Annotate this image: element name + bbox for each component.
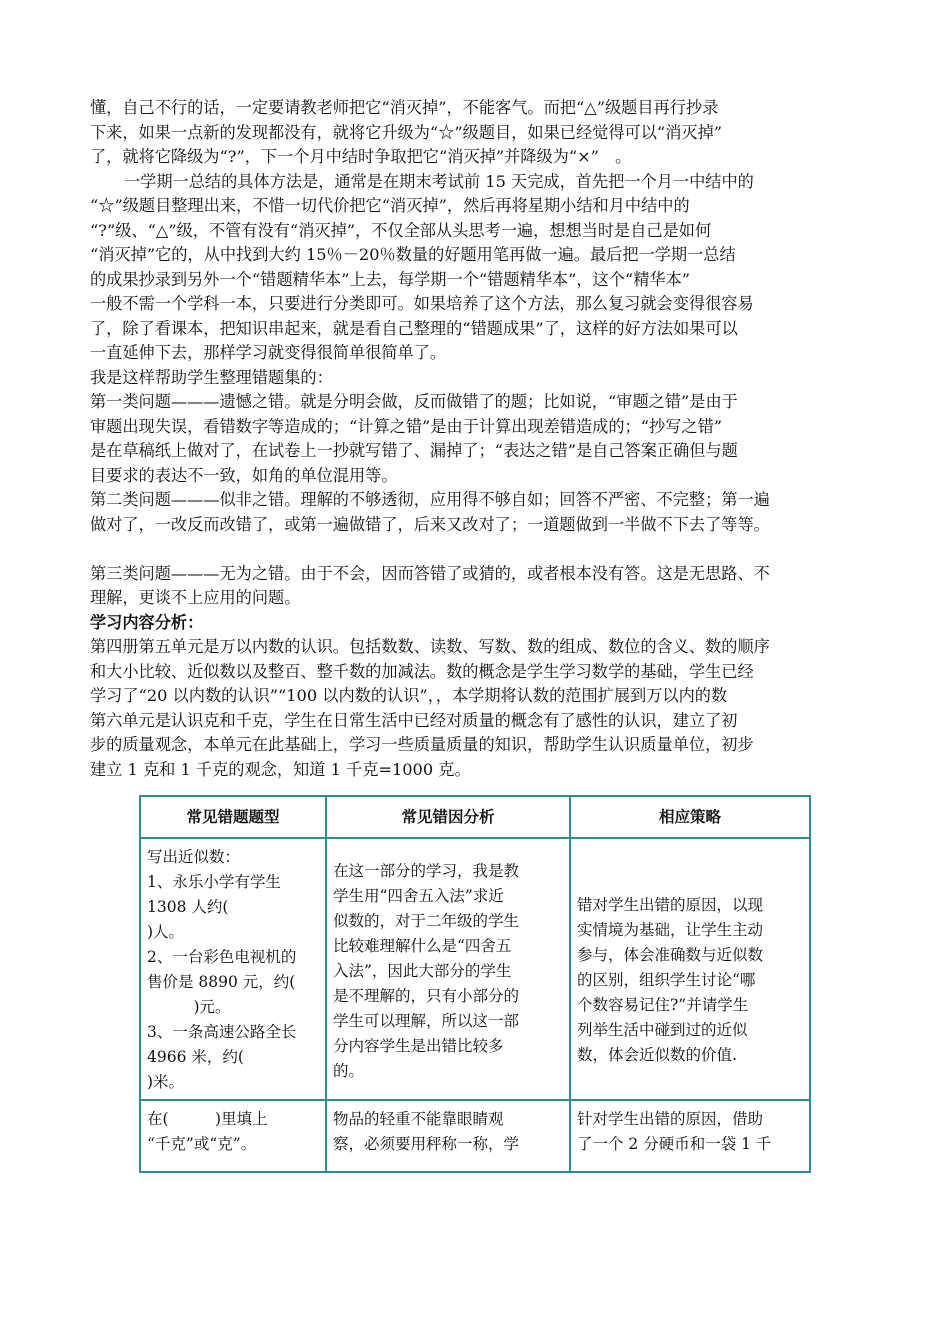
cell-error-type — [140, 1100, 326, 1172]
cell-text: 3、一条高速公路全长 — [147, 1023, 297, 1041]
cell-text: 比较难理解什么是“四舍五 — [333, 937, 512, 955]
header-error-type: 常见错题题型 — [140, 796, 326, 838]
cell-text: 察，必须要用秤称一称，学 — [333, 1135, 520, 1153]
cell-text: 是不理解的，只有小部分的 — [333, 987, 520, 1005]
paragraph-line: 了，就将它降级为“?”，下一个月中结时争取把它“消灭掉”并降级为“×” 。 — [90, 147, 632, 166]
paragraph-line: 懂，自己不行的话，一定要请教老师把它“消灭掉”，不能客气。而把“△”级题目再行抄录 — [90, 98, 719, 117]
table-row — [140, 1100, 810, 1172]
paragraph-line: 第一类问题———遗憾之错。就是分明会做，反而做错了的题；比如说，“审题之错”是由于 — [90, 392, 738, 411]
paragraph-line: 建立 1 克和 1 千克的观念，知道 1 千克=1000 克。 — [90, 759, 471, 779]
cell-text: 物品的轻重不能靠眼睛观 — [333, 1110, 504, 1128]
paragraph-line: 步的质量观念，本单元在此基础上，学习一些质量质量的知识，帮助学生认识质量单位，初步 — [90, 735, 754, 754]
table-header-row — [140, 796, 810, 838]
cell-text: 在这一部分的学习，我是教 — [333, 862, 520, 880]
cell-text: 入法”，因此大部分的学生 — [333, 962, 512, 980]
paragraph-line: 的成果抄录到另外一个“错题精华本”上去，每学期一个“错题精华本”，这个“精华本” — [90, 269, 691, 289]
paragraph-line: “?”级、“△”级，不管有没有“消灭掉”，不仅全部从头思考一遍，想想当时是自己是如何 — [90, 220, 712, 240]
cell-text: 针对学生出错的原因，借助 — [577, 1110, 764, 1128]
paragraph-line: 我是这样帮助学生整理错题集的： — [90, 367, 333, 387]
paragraph-line: 理解，更谈不上应用的问题。 — [90, 588, 301, 607]
cell-text: 写出近似数： — [147, 848, 241, 866]
paragraph-line: 一学期一总结的具体方法是，通常是在期末考试前 15 天完成，首先把一个月一中结中的 — [124, 171, 754, 191]
cell-text: 似数的，对于二年级的学生 — [333, 912, 520, 930]
cell-cause-analysis — [326, 1100, 570, 1172]
cell-text: 1、永乐小学有学生 — [147, 873, 281, 891]
table-row — [140, 838, 810, 1100]
paragraph-line: 了，除了看课本，把知识串起来，就是看自己整理的“错题成果”了，这样的好方法如果可以 — [90, 318, 738, 338]
section-heading: 学习内容分析： — [90, 612, 204, 632]
cell-text: 了一个 2 分硬币和一袋 1 千 — [577, 1135, 772, 1153]
paragraph-line: 第四册第五单元是万以内数的认识。包括数数、读数、写数、数的组成、数位的含义、数的顺序 — [90, 637, 770, 656]
cell-error-type — [140, 838, 326, 1100]
blank-line — [90, 537, 860, 562]
cell-text: 分内容学生是出错比较多 — [333, 1037, 504, 1055]
header-strategy: 相应策略 — [570, 796, 810, 838]
cell-text: )米。 — [147, 1073, 185, 1091]
cell-text: )人。 — [147, 923, 185, 941]
cell-text: 1308 人约( — [147, 898, 229, 916]
cell-text: 售价是 8890 元，约( — [147, 973, 296, 991]
cell-text: 错对学生出错的原因，以现 — [577, 896, 764, 914]
paragraph-line: 下来，如果一点新的发现都没有，就将它升级为“☆”级题目，如果已经觉得可以“消灭掉” — [90, 122, 723, 142]
paragraph-line: 学习了“20 以内数的认识”“100 以内数的认识”，，本学期将认数的范围扩展到万以内的数 — [90, 686, 728, 705]
cell-text: )元。 — [147, 998, 231, 1016]
cell-text: 2、一台彩色电视机的 — [147, 948, 297, 966]
cell-text: 在( )里填上 — [147, 1110, 268, 1128]
cell-text: 的区别，组织学生讨论“哪 — [577, 971, 756, 989]
paragraph-line: 第二类问题———似非之错。理解的不够透彻，应用得不够自如；回答不严密、不完整；第一遍 — [90, 490, 770, 509]
cell-text: 个数容易记住?”并请学生 — [577, 996, 749, 1014]
cell-text: 学生用“四舍五入法”求近 — [333, 887, 504, 905]
cell-text: “千克”或“克”。 — [147, 1135, 257, 1153]
cell-cause-analysis — [326, 838, 570, 1100]
paragraph-line: 第六单元是认识克和千克，学生在日常生活中已经对质量的概念有了感性的认识，建立了初 — [90, 710, 738, 730]
paragraph-line: 目要求的表达不一致，如角的单位混用等。 — [90, 465, 398, 485]
paragraph-line: “消灭掉”它的，从中找到大约 15％－20％数量的好题用笔再做一遍。最后把一学期一总结 — [90, 245, 736, 264]
cell-text: 数，体会近似数的价值. — [577, 1046, 737, 1064]
cell-text: 列举生活中碰到过的近似 — [577, 1021, 748, 1039]
paragraph-line: 审题出现失误，看错数字等造成的；“计算之错”是由于计算出现差错造成的；“抄写之错” — [90, 416, 723, 436]
cell-strategy — [570, 1100, 810, 1172]
paragraph-line: 第三类问题———无为之错。由于不会，因而答错了或猜的，或者根本没有答。这是无思路、不 — [90, 563, 770, 583]
header-cause-analysis: 常见错因分析 — [326, 796, 570, 838]
paragraph-line: 做对了，一改反而改错了，或第一遍做错了，后来又改对了；一道题做到一半做不下去了等等。 — [90, 514, 770, 534]
cell-strategy — [570, 838, 810, 1100]
paragraph-line: 是在草稿纸上做对了，在试卷上一抄就写错了、漏掉了；“表达之错”是自己答案正确但与题 — [90, 441, 738, 460]
error-analysis-table — [139, 795, 811, 1173]
cell-text: 实情境为基础，让学生主动 — [577, 921, 764, 939]
paragraph-line: 一直延伸下去，那样学习就变得很简单很简单了。 — [90, 343, 447, 362]
paragraph-line: 一般不需一个学科一本，只要进行分类即可。如果培养了这个方法，那么复习就会变得很容易 — [90, 294, 754, 313]
cell-text: 4966 米，约( — [147, 1048, 244, 1066]
cell-text: 学生可以理解，所以这一部 — [333, 1012, 520, 1030]
cell-text: 参与，体会准确数与近似数 — [577, 946, 764, 964]
paragraph-line: “☆”级题目整理出来，不惜一切代价把它“消灭掉”，然后再将星期小结和月中结中的 — [90, 196, 690, 215]
cell-text: 的。 — [333, 1062, 365, 1080]
paragraph-line: 和大小比较、近似数以及整百、整千数的加减法。数的概念是学生学习数学的基础，学生已经 — [90, 661, 754, 681]
document-body — [90, 96, 860, 782]
